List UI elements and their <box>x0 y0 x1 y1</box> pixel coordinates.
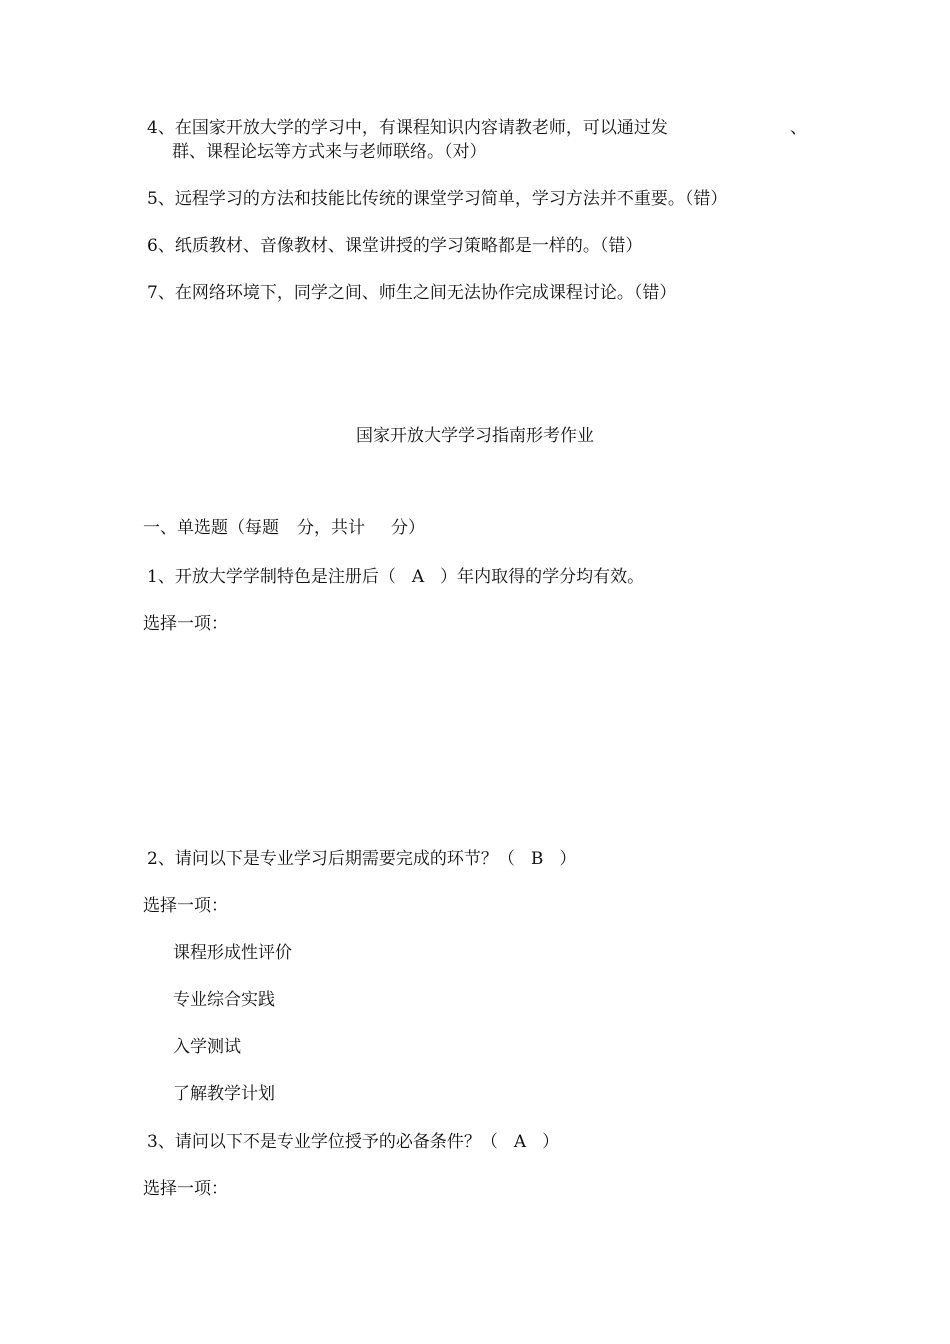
question-2-answer: B <box>530 849 544 869</box>
question-3-prefix: 3、请问以下不是专业学位授予的必备条件？（ <box>147 1132 498 1152</box>
judgement-item-4-line1 <box>147 116 668 140</box>
judgement-item-4-tail: 、 <box>790 118 807 138</box>
question-1-suffix: ）年内取得的学分均有效。 <box>440 567 645 587</box>
question-3-select-label: 选择一项： <box>143 1179 228 1199</box>
question-3-answer: A <box>513 1132 527 1152</box>
question-2-prefix: 2、请问以下是专业学习后期需要完成的环节？（ <box>147 849 515 869</box>
question-1 <box>147 565 644 589</box>
question-2-option-2[interactable]: 专业综合实践 <box>173 990 275 1010</box>
section-heading <box>143 516 425 540</box>
section-heading-part-c: 分） <box>391 518 425 538</box>
section-heading-part-a: 一、单选题（每题 <box>143 518 279 538</box>
judgement-item-5: 5、远程学习的方法和技能比传统的课堂学习简单，学习方法并不重要。（错） <box>147 189 728 209</box>
judgement-item-6: 6、纸质教材、音像教材、课堂讲授的学习策略都是一样的。（错） <box>147 236 643 256</box>
judgement-item-4-text: 4、在国家开放大学的学习中，有课程知识内容请教老师，可以通过发 <box>147 118 668 138</box>
question-1-answer: A <box>411 567 425 587</box>
question-3 <box>147 1130 559 1154</box>
question-2-suffix: ） <box>559 849 577 869</box>
section-heading-part-b: 分，共计 <box>297 518 365 538</box>
question-1-select-label: 选择一项： <box>143 614 228 634</box>
question-2-option-3[interactable]: 入学测试 <box>173 1037 241 1057</box>
question-2-option-1[interactable]: 课程形成性评价 <box>173 943 292 963</box>
question-2 <box>147 847 576 871</box>
question-2-option-4[interactable]: 了解教学计划 <box>173 1084 275 1104</box>
judgement-item-7: 7、在网络环境下，同学之间、师生之间无法协作完成课程讨论。（错） <box>147 283 677 303</box>
page-title: 国家开放大学学习指南形考作业 <box>356 426 594 446</box>
question-1-prefix: 1、开放大学学制特色是注册后（ <box>147 567 396 587</box>
question-3-suffix: ） <box>542 1132 560 1152</box>
question-2-select-label: 选择一项： <box>143 896 228 916</box>
judgement-item-4-line2: 群、课程论坛等方式来与老师联络。（对） <box>172 142 487 162</box>
